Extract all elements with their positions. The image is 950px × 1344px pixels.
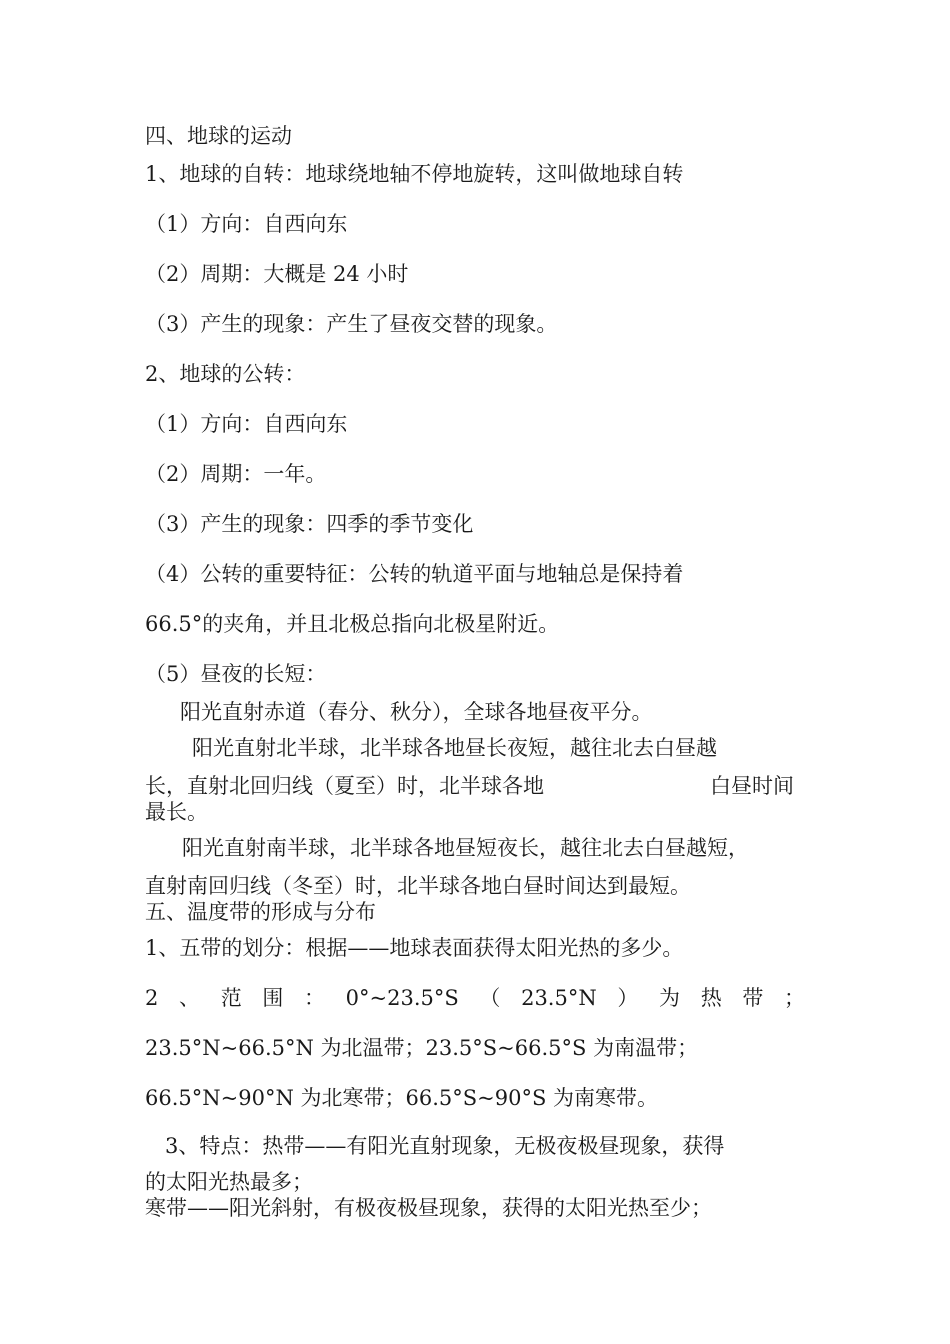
north-hemisphere-direct-sun-tail: 白昼时间 (710, 774, 794, 798)
revolution-feature-cont: 66.5°的夹角，并且北极总指向北极星附近。 (145, 612, 560, 636)
equator-direct-sun: 阳光直射赤道（春分、秋分），全球各地昼夜平分。 (180, 700, 653, 724)
range-token: ） (617, 986, 639, 1010)
temperate-zones: 23.5°N~66.5°N 为北温带；23.5°S~66.5°S 为南温带； (145, 1036, 699, 1060)
range-token: ： (304, 986, 325, 1010)
zone-division: 1、五带的划分：根据——地球表面获得太阳光热的多少。 (145, 936, 684, 960)
range-token: 23.5°N (521, 986, 597, 1010)
range-token: 0°~23.5°S (345, 986, 459, 1010)
range-token: 为 (659, 986, 681, 1010)
frigid-zones: 66.5°N~90°N 为北寒带；66.5°S~90°S 为南寒带。 (145, 1086, 659, 1110)
south-hemisphere-direct-sun-cont: 直射南回归线（冬至）时，北半球各地白昼时间达到最短。 (145, 874, 691, 898)
section-title-earth-motion: 四、地球的运动 (145, 124, 292, 148)
south-hemisphere-direct-sun: 阳光直射南半球，北半球各地昼短夜长，越往北去白昼越短， (182, 836, 749, 860)
range-token: 、 (179, 986, 201, 1010)
revolution-phenomenon: （3）产生的现象：四季的季节变化 (145, 512, 474, 536)
frigid-zone-features: 寒带——阳光斜射，有极夜极昼现象，获得的太阳光热至少； (145, 1196, 712, 1220)
day-night-length-heading: （5）昼夜的长短： (145, 662, 327, 686)
rotation-heading: 1、地球的自转：地球绕地轴不停地旋转，这叫做地球自转 (145, 162, 684, 186)
range-token: 热 (700, 986, 722, 1010)
range-token: 带 (742, 986, 764, 1010)
zone-features: 3、特点：热带——有阳光直射现象，无极夜极昼现象，获得 (165, 1134, 725, 1158)
range-token: 围 (262, 986, 284, 1010)
north-hemisphere-direct-sun-cont: 长，直射北回归线（夏至）时，北半球各地 (145, 774, 544, 798)
rotation-direction: （1）方向：自西向东 (145, 212, 348, 236)
revolution-direction: （1）方向：自西向东 (145, 412, 348, 436)
range-token: （ (479, 986, 501, 1010)
range-token: 范 (220, 986, 242, 1010)
revolution-feature: （4）公转的重要特征：公转的轨道平面与地轴总是保持着 (145, 562, 684, 586)
zone-features-cont: 的太阳光热最多； (145, 1170, 313, 1194)
north-hemisphere-direct-sun: 阳光直射北半球，北半球各地昼长夜短，越往北去白昼越 (192, 736, 717, 760)
north-hemisphere-direct-sun-end: 最长。 (145, 800, 208, 824)
zone-range-line (145, 984, 805, 1012)
revolution-period: （2）周期：一年。 (145, 462, 327, 486)
range-token: ； (784, 986, 805, 1010)
revolution-heading: 2、地球的公转： (145, 362, 306, 386)
range-token: 2 (145, 986, 159, 1010)
rotation-phenomenon: （3）产生的现象：产生了昼夜交替的现象。 (145, 312, 558, 336)
section-title-temperature-zones: 五、温度带的形成与分布 (145, 900, 376, 924)
rotation-period: （2）周期：大概是 24 小时 (145, 262, 409, 286)
